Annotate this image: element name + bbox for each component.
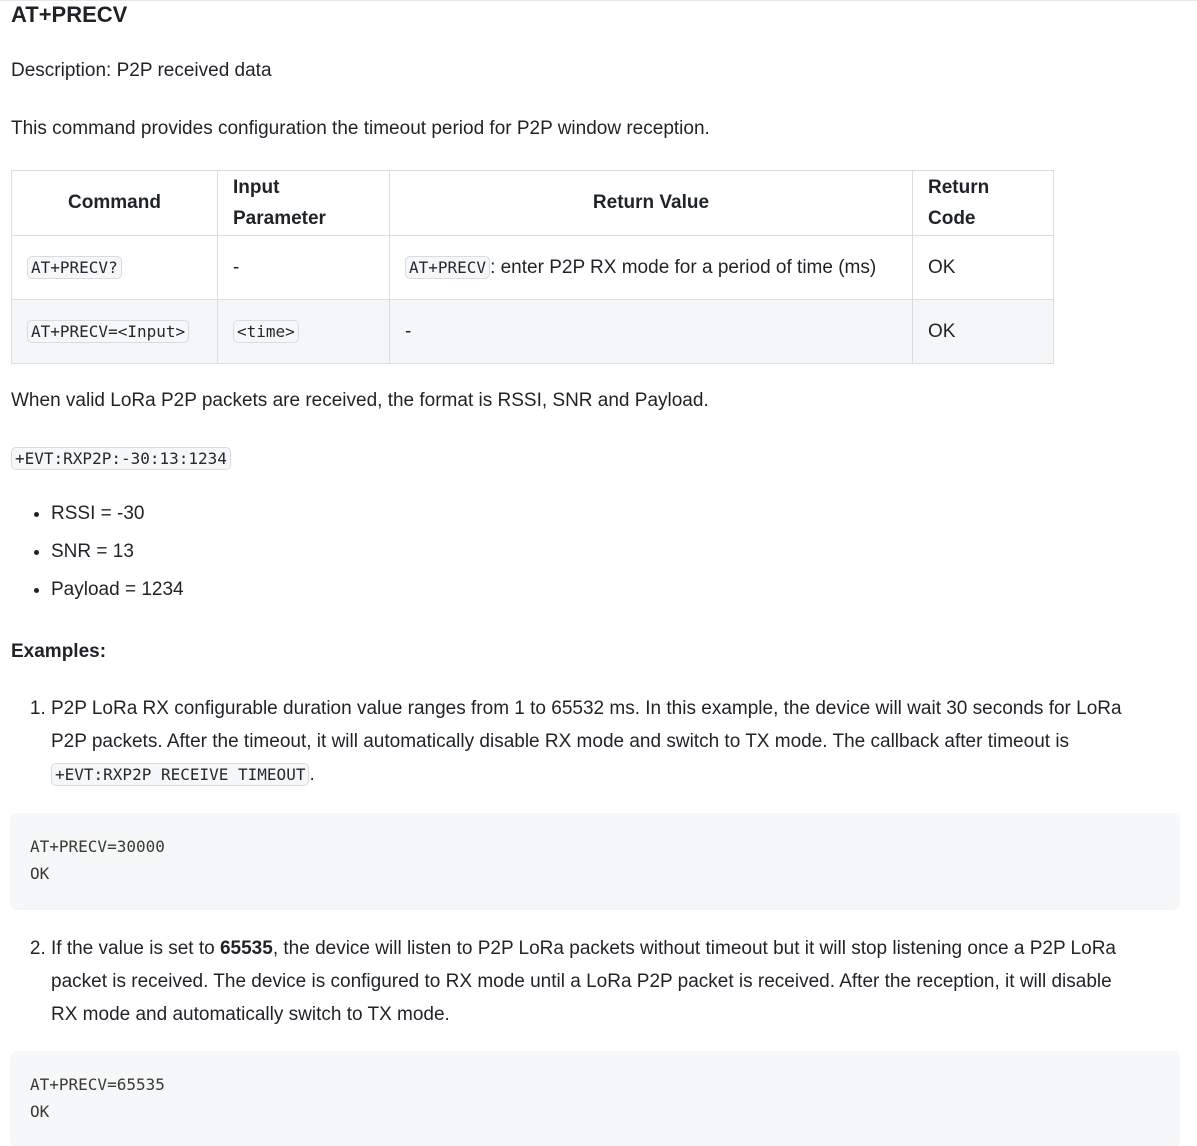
code-block (11, 813, 1179, 908)
list-item (51, 932, 1181, 1031)
list-item: • Payload = 1234 (51, 574, 184, 612)
col-header-return-value: Return Value (390, 171, 913, 236)
intro-paragraph: This command provides configuration the timeout period for P2P window reception. (11, 118, 710, 139)
table-row (12, 300, 1054, 364)
example-text-line (51, 758, 1181, 791)
fields-list (11, 498, 184, 612)
cell-command (12, 236, 218, 300)
example-text-line: P2P packets. After the timeout, it will automatically disable RX mode and switch to TX mode. The callback after timeout is (51, 731, 1070, 752)
inline-code: <time> (233, 320, 299, 343)
col-header-input: Input Parameter (218, 171, 390, 236)
cell-return-value (390, 236, 913, 300)
command-table (11, 170, 1054, 364)
code-line: OK (30, 1102, 50, 1121)
text: If the value is set to (51, 938, 220, 959)
example-text-line: packet is received. The device is configured to RX mode until a LoRa P2P packet is received. After the reception, it will disable (51, 971, 1112, 992)
inline-code: AT+PRECV=<Input> (27, 320, 189, 343)
cell-return-code: OK (913, 236, 1054, 300)
list-item: • SNR = 13 (51, 536, 184, 574)
return-value-text: : enter P2P RX mode for a period of time (ms) (490, 256, 877, 278)
cell-return-code: OK (913, 300, 1054, 364)
inline-code: +EVT:RXP2P RECEIVE TIMEOUT (51, 763, 309, 786)
examples-list (11, 692, 1181, 791)
cell-input: - (218, 236, 390, 300)
format-paragraph: When valid LoRa P2P packets are received, the format is RSSI, SNR and Payload. (11, 390, 709, 411)
description: Description: P2P received data (11, 60, 272, 81)
text: . (309, 764, 315, 785)
code-line: AT+PRECV=65535 (30, 1075, 165, 1094)
example-text-line (51, 932, 1181, 965)
inline-code: AT+PRECV? (27, 256, 122, 279)
top-divider (0, 0, 1197, 1)
col-header-return-code: Return Code (913, 171, 1054, 236)
code-line: OK (30, 864, 50, 883)
example-text-line: 1. P2P LoRa RX configurable duration value ranges from 1 to 65532 ms. In this example, the device will wait 30 seconds for LoRa (51, 698, 1122, 719)
examples-heading: Examples: (11, 641, 107, 662)
text: , the device will listen to P2P LoRa packets without timeout but it will stop listening once a P2P LoRa (272, 938, 1116, 959)
examples-list (11, 932, 1181, 1031)
event-example-paragraph (11, 444, 231, 474)
bold-value: 65535 (219, 938, 273, 959)
list-item: • RSSI = -30 (51, 498, 184, 536)
inline-code: +EVT:RXP2P:-30:13:1234 (11, 447, 231, 470)
table-row (12, 236, 1054, 300)
example-text-line: RX mode and automatically switch to TX mode. (51, 1004, 450, 1025)
col-header-command: Command (12, 171, 218, 236)
list-item (51, 692, 1181, 791)
cell-return-value: - (390, 300, 913, 364)
table-header-row (12, 171, 1054, 236)
page-title: AT+PRECV (11, 2, 128, 27)
cell-input (218, 300, 390, 364)
inline-code: AT+PRECV (405, 256, 490, 279)
cell-command (12, 300, 218, 364)
code-line: AT+PRECV=30000 (30, 837, 165, 856)
